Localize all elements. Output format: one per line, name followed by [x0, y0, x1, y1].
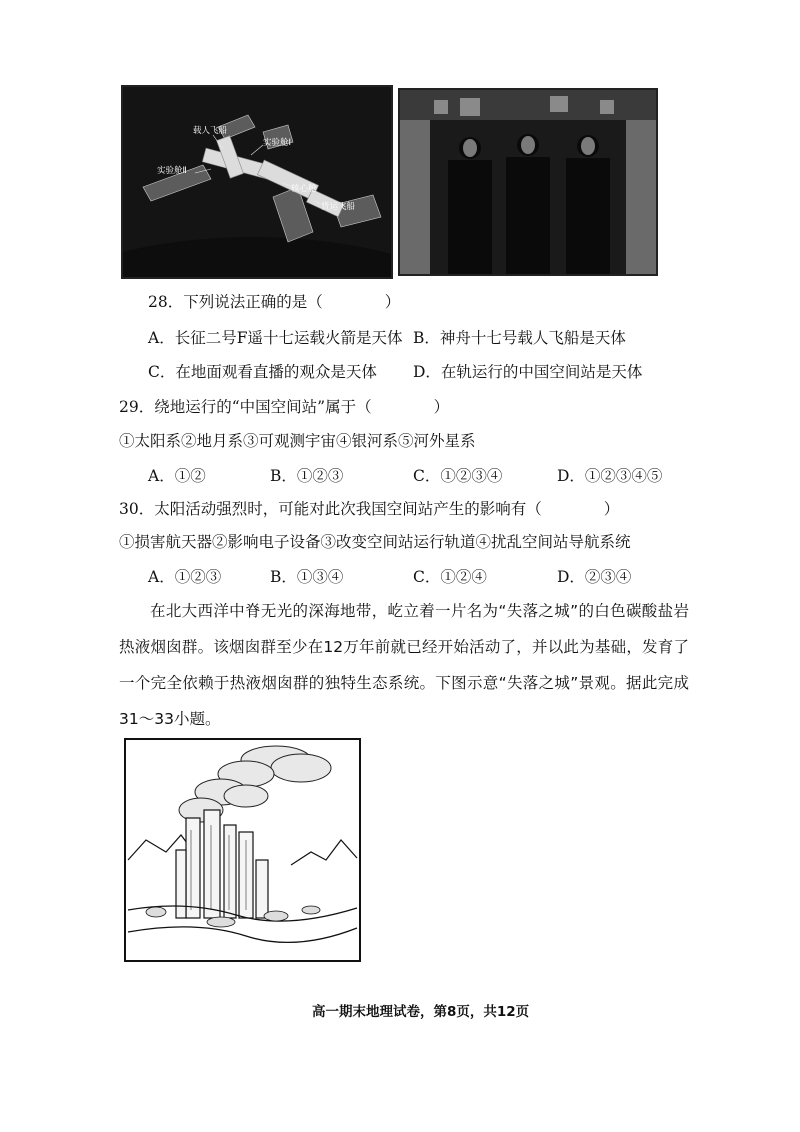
q28-stem: 28．下列说法正确的是（ ）: [148, 293, 401, 311]
astronauts-photo: [398, 88, 658, 276]
label-lab-module-2: 实验舱Ⅱ: [157, 166, 187, 176]
q29-items: ①太阳系②地月系③可观测宇宙④银河系⑤河外星系: [119, 432, 476, 450]
q28-option-c: C．在地面观看直播的观众是天体: [148, 363, 377, 381]
q30-option-c: C．①②④: [413, 568, 487, 586]
q30-stem: 30．太阳活动强烈时，可能对此次我国空间站产生的影响有（ ）: [119, 500, 620, 518]
astronauts-illustration: [400, 90, 656, 274]
q30-option-b: B．①③④: [270, 568, 344, 586]
q29-option-a: A．①②: [148, 467, 206, 485]
q30-items: ①损害航天器②影响电子设备③改变空间站运行轨道④扰乱空间站导航系统: [119, 533, 631, 551]
space-station-photo: [121, 85, 393, 279]
q29-option-c: C．①②③④: [413, 467, 503, 485]
q29-option-b: B．①②③: [270, 467, 344, 485]
q29-stem: 29．绕地运行的“中国空间站”属于（ ）: [119, 398, 450, 416]
passage: 在北大西洋中脊无光的深海地带，屹立着一片名为“失落之城”的白色碳酸盐岩热液烟囱群。该烟囱群至少在12万年前就已经开始活动了，并以此为基础，发育了一个完全依赖于热液烟囱群的独特生态系统。下图示意“失落之城”景观。据此完成31～33小题。: [119, 602, 689, 728]
page-footer: 高一期末地理试卷，第8页，共12页: [312, 1004, 530, 1020]
q28-option-d: D．在轨运行的中国空间站是天体: [413, 363, 643, 381]
space-station-illustration: [123, 87, 391, 277]
q28-option-b: B．神舟十七号载人飞船是天体: [413, 329, 626, 347]
q30-option-d: D．②③④: [557, 568, 632, 586]
q29-option-d: D．①②③④⑤: [557, 467, 663, 485]
label-crew-ship: 载人飞船: [193, 126, 228, 136]
q28-option-a: A．长征二号F遥十七运载火箭是天体: [148, 329, 403, 347]
label-lab-module-1: 实验舱Ⅰ: [263, 138, 292, 148]
q30-option-a: A．①②③: [148, 568, 222, 586]
lost-city-illustration: [124, 738, 361, 962]
label-core-module: 核心舱: [291, 184, 317, 194]
label-cargo-ship: 货运飞船: [321, 202, 356, 212]
hydrothermal-chimneys-drawing: [126, 740, 359, 960]
